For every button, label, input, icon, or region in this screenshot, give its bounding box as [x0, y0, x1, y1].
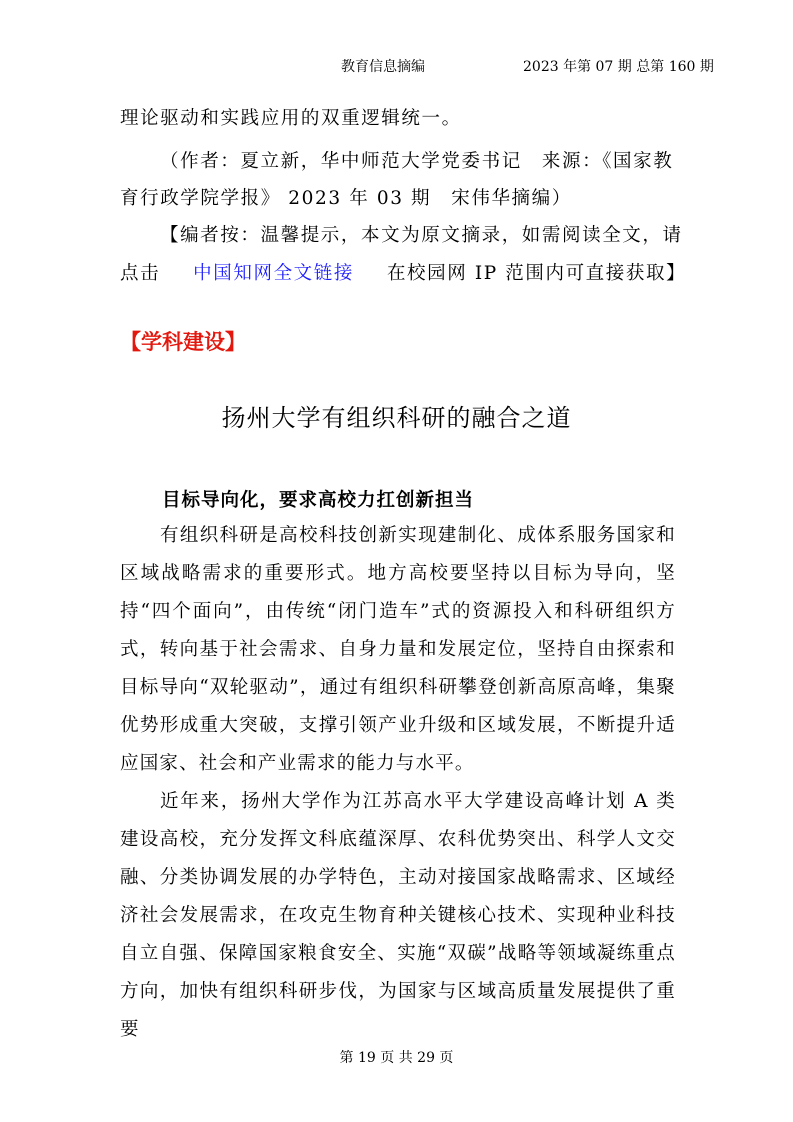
editor-note-suffix: 在校园网 IP 范围内可直接获取】 [386, 263, 687, 284]
issue-number: 2023 年第 07 期 总第 160 期 [523, 59, 714, 75]
article-title: 扬州大学有组织科研的融合之道 [221, 404, 572, 432]
editor-note-link-line [120, 259, 686, 285]
publication-name: 教育信息摘编 [341, 59, 425, 75]
section-label: 【学科建设】 [120, 330, 246, 354]
paragraph-text: 有组织科研是高校科技创新实现建制化、成体系服务国家和区域战略需求的重要形式。地方高校要坚持以目标为导向，坚持“四个面向”，由传统“闭门造车”式的资源投入和科研组织方式，转向基于社会需求、自身力量和发展定位，坚持自由探索和目标导向“双轮驱动”，通过有组织科研攀登创新高原高峰，集聚优势形成重大突破，支撑引领产业升级和区域发展，不断提升适应国家、社会和产业需求的能力与水平。 [120, 525, 676, 774]
cnki-fulltext-link[interactable]: 中国知网全文链接 [193, 263, 354, 284]
article-paragraph [120, 517, 676, 783]
editor-note-line: 【编者按：温馨提示，本文为原文摘录，如需阅读全文，请 [160, 225, 683, 246]
page-footer: 第 19 页 共 29 页 [339, 1050, 454, 1066]
previous-article-tail: 理论驱动和实践应用的双重逻辑统一。 [120, 108, 462, 129]
article-paragraph [120, 783, 676, 1040]
article-subheading: 目标导向化，要求高校力扛创新担当 [162, 490, 475, 511]
paragraph-text: 近年来，扬州大学作为江苏高水平大学建设高峰计划 A 类建设高校，充分发挥文科底蕴深厚、农科优势突出、科学人文交融、分类协调发展的办学特色，主动对接国家战略需求、区域经济社会发展需求，在攻克生物育种关键核心技术、实现种业科技自立自强、保障国家粮食安全、实施“双碳”战略等领域凝练重点方向，加快有组织科研步伐，为国家与区域高质量发展提供了重要 [120, 791, 676, 1040]
editor-note-prefix: 点击 [120, 263, 161, 284]
source-credit-line: 育行政学院学报》 2023 年 03 期 宋伟华摘编） [120, 188, 572, 209]
page-header [0, 56, 793, 78]
author-credit-line: （作者：夏立新，华中师范大学党委书记 来源：《国家教 [160, 151, 674, 172]
